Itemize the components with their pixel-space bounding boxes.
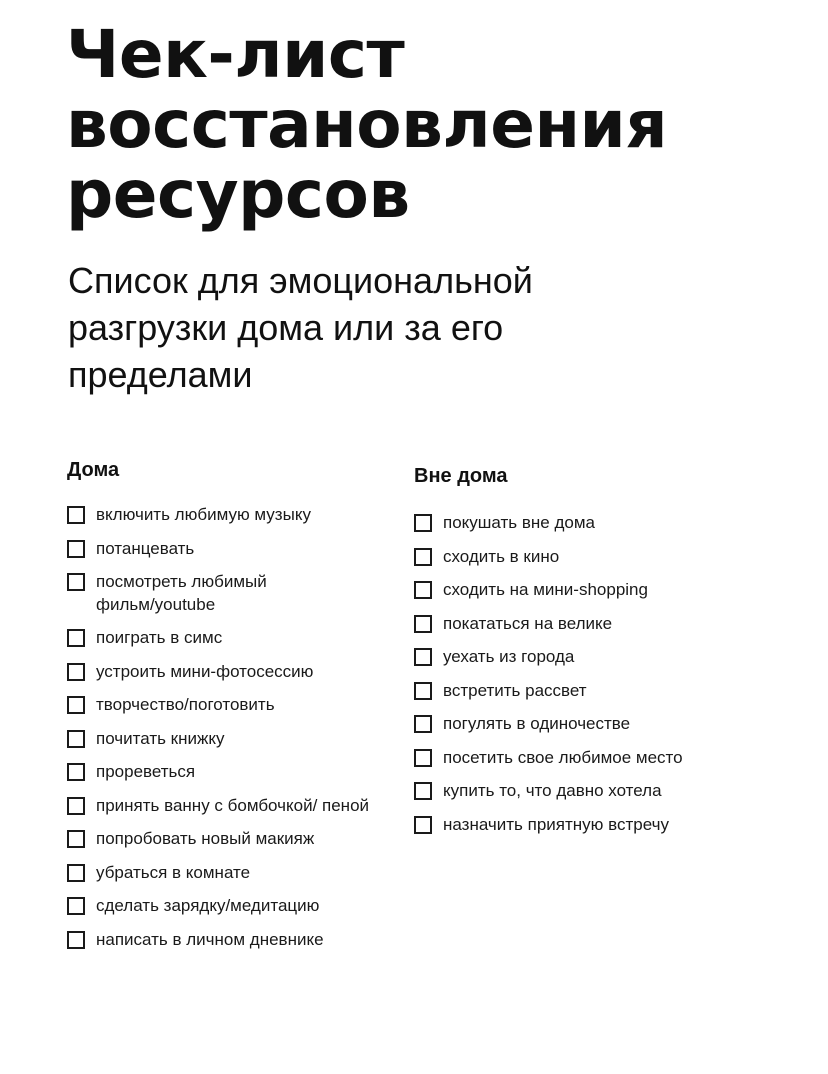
list-item — [67, 862, 387, 885]
checkbox[interactable] — [414, 715, 432, 733]
list-item — [67, 694, 387, 717]
item-label: прореветься — [96, 762, 196, 781]
home-list — [67, 504, 387, 951]
checkbox[interactable] — [414, 615, 432, 633]
list-item — [67, 661, 387, 684]
title-line: ресурсов — [66, 156, 410, 233]
item-label: сходить на мини-shopping — [443, 580, 648, 599]
home-heading: Дома — [67, 459, 120, 481]
list-item — [67, 795, 387, 818]
list-item — [414, 780, 774, 803]
page-title — [66, 16, 786, 233]
checkbox[interactable] — [67, 931, 85, 949]
home-checklist — [67, 456, 387, 962]
list-item — [414, 512, 774, 535]
item-label: встретить рассвет — [443, 680, 587, 700]
checkbox[interactable] — [67, 830, 85, 848]
outside-list — [414, 512, 774, 836]
list-item — [67, 504, 387, 527]
list-item — [414, 747, 774, 770]
list-item — [67, 761, 387, 784]
list-item — [414, 546, 774, 569]
subtitle-line: Список для эмоциональной — [68, 260, 533, 301]
item-label: покататься на велике — [443, 613, 613, 633]
checkbox[interactable] — [67, 864, 85, 882]
item-label: сделать зарядку/медитацию — [96, 896, 320, 915]
list-item — [67, 627, 387, 650]
item-label: включить любимую музыку — [96, 505, 311, 524]
checkbox[interactable] — [414, 648, 432, 666]
checkbox[interactable] — [67, 506, 85, 524]
list-item — [67, 538, 387, 561]
outside-checklist — [414, 462, 774, 847]
list-item — [414, 613, 774, 636]
item-label: погулять в одиночестве — [443, 714, 631, 733]
item-label: купить то, что давно хотела — [443, 781, 662, 800]
checkbox[interactable] — [67, 629, 85, 647]
list-item — [67, 728, 387, 751]
checkbox[interactable] — [414, 581, 432, 599]
checkbox[interactable] — [414, 749, 432, 767]
page-subtitle — [68, 257, 708, 398]
item-label: посмотреть любимый фильм/youtube — [96, 572, 267, 614]
checkbox[interactable] — [414, 682, 432, 700]
list-item — [67, 571, 387, 616]
item-label: почитать книжку — [96, 728, 225, 748]
subtitle-line: пределами — [68, 354, 253, 395]
checkbox[interactable] — [414, 782, 432, 800]
outside-heading: Вне дома — [414, 465, 508, 487]
list-item — [414, 680, 774, 703]
checkbox[interactable] — [67, 730, 85, 748]
item-label: потанцевать — [96, 538, 195, 558]
item-label: попробовать новый макияж — [96, 829, 315, 848]
item-label: творчество/поготовить — [96, 695, 275, 714]
checkbox[interactable] — [67, 763, 85, 781]
item-label: поиграть в симс — [96, 628, 223, 647]
item-label: убраться в комнате — [96, 862, 251, 882]
title-line: Чек-лист — [66, 16, 405, 93]
checkbox[interactable] — [67, 696, 85, 714]
item-label: устроить мини-фотосессию — [96, 661, 314, 681]
checkbox[interactable] — [414, 816, 432, 834]
list-item — [67, 828, 387, 851]
item-label: сходить в кино — [443, 546, 560, 566]
item-label: уехать из города — [443, 647, 575, 666]
checkbox[interactable] — [67, 663, 85, 681]
list-item — [414, 814, 774, 837]
list-item — [67, 895, 387, 918]
item-label: покушать вне дома — [443, 513, 595, 532]
list-item — [414, 646, 774, 669]
item-label: принять ванну с бомбочкой/ пеной — [96, 795, 370, 815]
checkbox[interactable] — [67, 797, 85, 815]
subtitle-line: разгрузки дома или за его — [68, 307, 504, 348]
item-label: посетить свое любимое место — [443, 747, 683, 767]
list-item — [67, 929, 387, 952]
item-label: назначить приятную встречу — [443, 814, 669, 834]
checkbox[interactable] — [414, 514, 432, 532]
checkbox[interactable] — [67, 573, 85, 591]
list-item — [414, 579, 774, 602]
checkbox[interactable] — [67, 540, 85, 558]
title-line: восстановления — [66, 86, 668, 163]
checkbox[interactable] — [414, 548, 432, 566]
checkbox[interactable] — [67, 897, 85, 915]
item-label: написать в личном дневнике — [96, 929, 324, 949]
list-item — [414, 713, 774, 736]
